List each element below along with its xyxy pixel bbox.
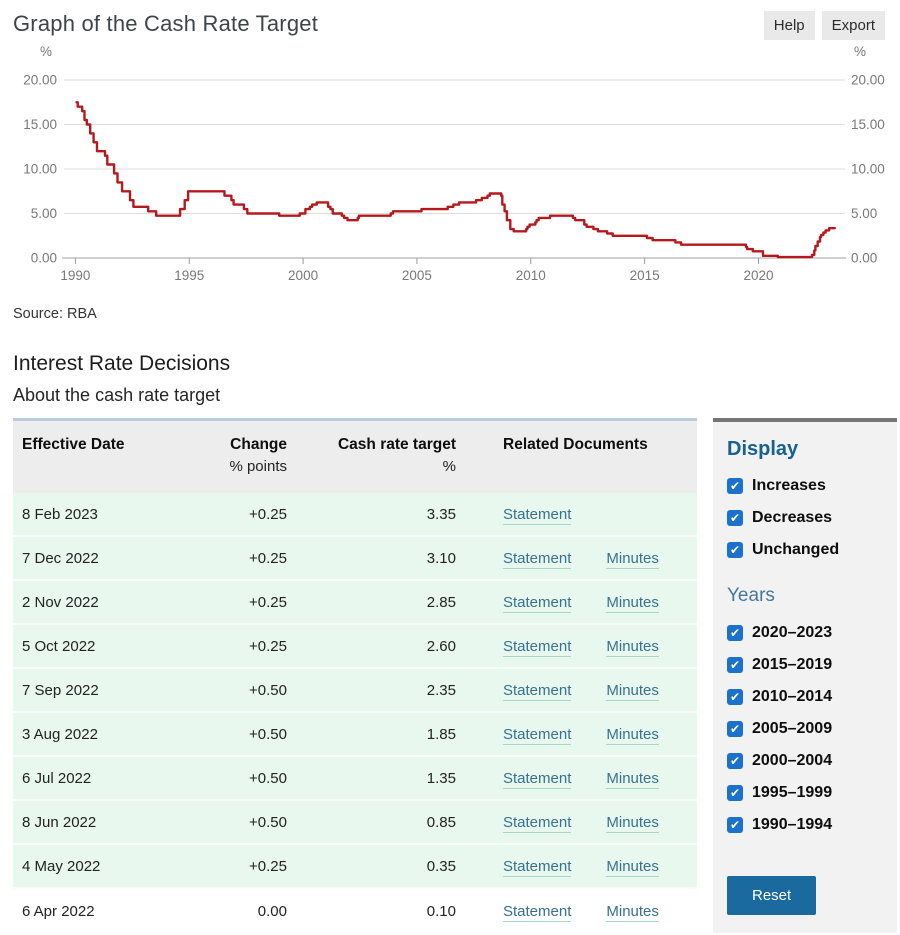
x-tick-label: 1995 [174,268,205,283]
x-tick-label: 2010 [515,268,546,283]
cash-rate-line [77,102,835,257]
rate-cell: 2.85 [426,593,456,611]
statement-link[interactable]: Statement [503,725,572,743]
date-cell: 7 Dec 2022 [22,549,99,567]
y-tick-label-left: 15.00 [23,117,57,132]
docs-cell [456,726,697,743]
date-cell: 8 Feb 2023 [22,505,98,523]
minutes-link[interactable]: Minutes [606,681,659,699]
minutes-link[interactable]: Minutes [606,902,659,920]
checkbox-increases[interactable] [727,478,743,494]
y-axis-unit-left: % [39,44,53,59]
top-buttons [764,11,885,40]
table-row [13,537,697,581]
y-axis-unit-right: % [853,44,867,59]
x-tick-label: 2020 [743,268,774,283]
checkmark-icon: ✔ [729,722,741,736]
column-header [203,434,287,478]
table-row [13,757,697,801]
checkbox-2015-2019[interactable] [727,657,743,673]
section-subtitle: About the cash rate target [13,385,221,405]
docs-cell [456,814,697,831]
checkbox-decreases[interactable] [727,510,743,526]
change-cell: +0.50 [249,725,287,743]
display-option-label: Unchanged [752,541,840,558]
content-row [0,406,900,933]
table-row [13,713,697,757]
display-option[interactable] [727,477,887,495]
cash-rate-chart [0,42,900,288]
date-cell: 6 Jul 2022 [22,769,92,787]
display-option-label: Decreases [752,509,833,526]
table-row [13,845,697,889]
year-option[interactable] [727,624,887,642]
y-tick-label-right: 5.00 [851,206,878,221]
table-row [13,669,697,713]
docs-cell [456,770,697,787]
statement-link[interactable]: Statement [503,857,572,875]
y-tick-label-right: 20.00 [851,72,885,88]
year-option[interactable] [727,656,887,674]
checkbox-2020-2023[interactable] [727,625,743,641]
date-cell: 7 Sep 2022 [22,681,99,699]
checkmark-icon: ✔ [729,658,741,672]
table-row [13,801,697,845]
column-header-label: Cash rate target [337,436,456,453]
statement-link[interactable]: Statement [503,769,572,787]
date-cell: 6 Apr 2022 [22,902,95,920]
checkmark-icon: ✔ [729,818,741,832]
checkmark-icon: ✔ [729,543,741,557]
minutes-link[interactable]: Minutes [606,593,659,611]
change-cell: +0.25 [249,505,287,523]
rate-cell: 2.35 [426,681,456,699]
rate-decisions-table [13,418,697,933]
change-cell: +0.25 [249,857,287,875]
display-options [727,477,887,559]
change-cell: +0.50 [249,681,287,699]
table-row [13,889,697,933]
rate-cell: 0.10 [426,902,456,920]
year-option-label: 2015–2019 [752,656,833,673]
top-bar [0,0,900,40]
column-header-label: Related Documents [503,436,648,453]
minutes-link[interactable]: Minutes [606,857,659,875]
column-header-sublabel [22,456,203,478]
change-cell: +0.25 [249,593,287,611]
checkbox-1990-1994[interactable] [727,817,743,833]
rate-cell: 0.85 [426,813,456,831]
statement-link[interactable]: Statement [503,549,572,567]
y-tick-label-left: 0.00 [30,250,57,266]
docs-cell [456,638,697,655]
date-cell: 2 Nov 2022 [22,593,99,611]
y-tick-label-left: 10.00 [23,161,57,177]
column-header-sublabel: % points [229,458,287,475]
table-header [13,421,697,493]
display-section-title: Display [727,438,799,460]
section-title: Interest Rate Decisions [13,352,231,375]
statement-link[interactable]: Statement [503,593,572,611]
table-row [13,493,697,537]
rate-cell: 3.10 [426,549,456,567]
change-cell: +0.50 [249,813,287,831]
year-option-label: 1990–1994 [752,816,833,833]
year-option-label: 2000–2004 [752,752,833,769]
checkbox-2005-2009[interactable] [727,721,743,737]
rate-cell: 3.35 [426,505,456,523]
docs-cell [456,903,697,920]
statement-link[interactable]: Statement [503,637,572,655]
checkbox-2010-2014[interactable] [727,689,743,705]
chart-source: Source: RBA [13,306,97,322]
checkmark-icon: ✔ [729,690,741,704]
rate-cell: 0.35 [426,857,456,875]
rate-cell: 2.60 [426,637,456,655]
year-options [727,624,887,834]
checkmark-icon: ✔ [729,479,741,493]
year-option[interactable] [727,720,887,738]
column-header [287,434,456,478]
minutes-link[interactable]: Minutes [606,725,659,743]
x-tick-label: 2015 [629,268,660,283]
help-button[interactable]: Help [764,11,815,40]
checkmark-icon: ✔ [729,754,741,768]
checkmark-icon: ✔ [729,626,741,640]
statement-link[interactable]: Statement [503,902,572,920]
display-option[interactable] [727,541,887,559]
checkbox-2000-2004[interactable] [727,753,743,769]
statement-link[interactable]: Statement [503,813,572,831]
table-row [13,581,697,625]
docs-cell [456,682,697,699]
column-header [456,434,697,478]
y-tick-label-left: 5.00 [30,206,57,221]
column-header [13,434,203,478]
docs-cell [456,858,697,875]
date-cell: 8 Jun 2022 [22,813,97,831]
rate-cell: 1.35 [426,769,456,787]
display-option-label: Increases [752,477,826,494]
statement-link[interactable]: Statement [503,681,572,699]
year-option[interactable] [727,816,887,834]
column-header-label: Change [230,436,287,453]
docs-cell [456,594,697,611]
checkbox-unchanged[interactable] [727,542,743,558]
change-cell: +0.25 [249,637,287,655]
change-cell: +0.50 [249,769,287,787]
x-tick-label: 1990 [60,268,91,283]
y-tick-label-left: 20.00 [23,72,57,88]
change-cell: 0.00 [257,902,287,920]
x-tick-label: 2005 [401,268,432,283]
minutes-link[interactable]: Minutes [606,769,659,787]
docs-cell [456,506,697,523]
checkbox-1995-1999[interactable] [727,785,743,801]
year-option-label: 2010–2014 [752,688,833,705]
minutes-link[interactable]: Minutes [606,813,659,831]
date-cell: 4 May 2022 [22,857,101,875]
docs-cell [456,550,697,567]
display-option[interactable] [727,509,887,527]
filter-sidebar [713,418,897,933]
date-cell: 5 Oct 2022 [22,637,96,655]
column-header-label: Effective Date [22,436,125,453]
years-section-title: Years [727,585,775,606]
x-tick-label: 2000 [288,268,319,283]
checkmark-icon: ✔ [729,786,741,800]
change-cell: +0.25 [249,549,287,567]
page-title: Graph of the Cash Rate Target [13,11,319,36]
column-header-sublabel: % [442,458,456,475]
y-tick-label-right: 0.00 [851,250,878,266]
checkmark-icon: ✔ [729,511,741,525]
export-button[interactable]: Export [822,11,885,40]
table-row [13,625,697,669]
y-tick-label-right: 15.00 [851,117,885,132]
year-option-label: 1995–1999 [752,784,833,801]
column-header-sublabel [503,456,697,478]
date-cell: 3 Aug 2022 [22,725,98,743]
rate-cell: 1.85 [426,725,456,743]
year-option-label: 2020–2023 [752,624,833,641]
table-body [13,493,697,933]
statement-link[interactable]: Statement [503,505,572,523]
year-option-label: 2005–2009 [752,720,833,737]
year-option[interactable] [727,784,887,802]
minutes-link[interactable]: Minutes [606,637,659,655]
year-option[interactable] [727,752,887,770]
minutes-link[interactable]: Minutes [606,549,659,567]
year-option[interactable] [727,688,887,706]
y-tick-label-right: 10.00 [851,161,885,177]
reset-button[interactable]: Reset [727,876,816,915]
